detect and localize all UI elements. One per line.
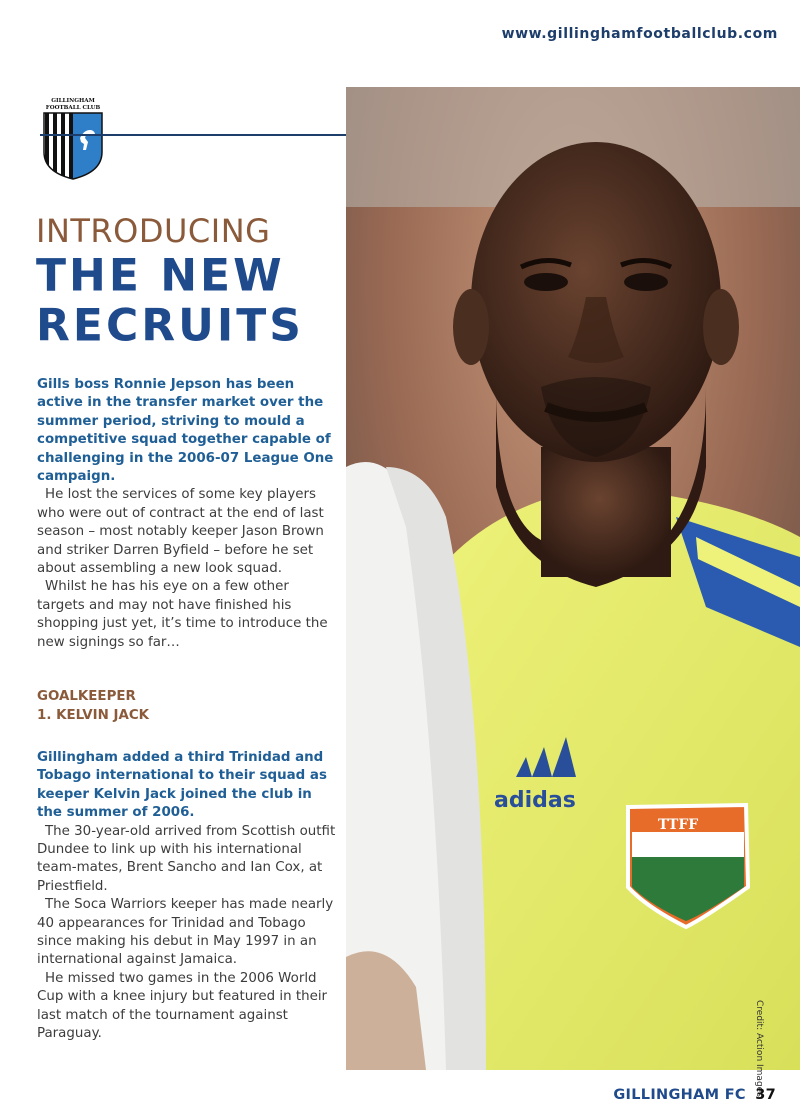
badge-text: TTFF (658, 817, 699, 833)
section-position: GOALKEEPER (37, 689, 136, 705)
header-rule (40, 134, 346, 136)
section-paragraph: He missed two games in the 2006 World Cup with a knee injury but featured in their last match of the tournament against Paraguay. (37, 970, 328, 1041)
headline-title-line1: THE NEW (36, 249, 285, 302)
player-illustration (346, 87, 800, 1070)
crest-shield-icon (43, 112, 103, 180)
article-lead: Gills boss Ronnie Jepson has been active in the transfer market over the summer period, striving to mould a competitive squad together capable of challenging in the 2006-07 League One campaign. (37, 377, 334, 485)
section-lead: Gillingham added a third Trinidad and Tobago international to their squad as keeper Kelvin Jack joined the club in the summer of 2006. (37, 749, 327, 821)
article-paragraph: He lost the services of some key players who were out of contract at the end of last season – most notably keeper Jason Brown and striker Darren Byfield – before he set about assembling a new look squad. (37, 487, 324, 577)
headline-title-line2: RECRUITS (36, 299, 304, 352)
page-footer (613, 1087, 776, 1103)
shirt-brand: adidas (494, 788, 576, 813)
section-paragraph: The Soca Warriors keeper has made nearly 40 appearances for Trinidad and Tobago since making his debut in May 1997 in an international against Jamaica. (37, 897, 334, 968)
website-url: www.gillinghamfootballclub.com (501, 26, 778, 42)
player-photo (346, 87, 800, 1070)
article-body (37, 376, 337, 1043)
section-paragraph: The 30-year-old arrived from Scottish outfit Dundee to link up with his international team-mates, Brent Sancho and Ian Cox, at Priestfield. (37, 823, 336, 894)
photo-credit: Credit: Action Images (754, 1000, 764, 1097)
crest-label-line2: FOOTBALL CLUB (45, 104, 101, 111)
footer-publication: GILLINGHAM FC (613, 1087, 746, 1103)
article-paragraph: Whilst he has his eye on a few other targets and may not have finished his shopping just yet, it’s time to introduce the new signings so far… (37, 579, 328, 650)
page-number: 37 (755, 1087, 776, 1103)
section-player-name: 1. KELVIN JACK (37, 707, 150, 723)
club-crest (41, 98, 105, 180)
crest-label-line1: GILLINGHAM (51, 98, 95, 104)
crest-label (41, 98, 105, 112)
headline-kicker: INTRODUCING (36, 212, 271, 250)
